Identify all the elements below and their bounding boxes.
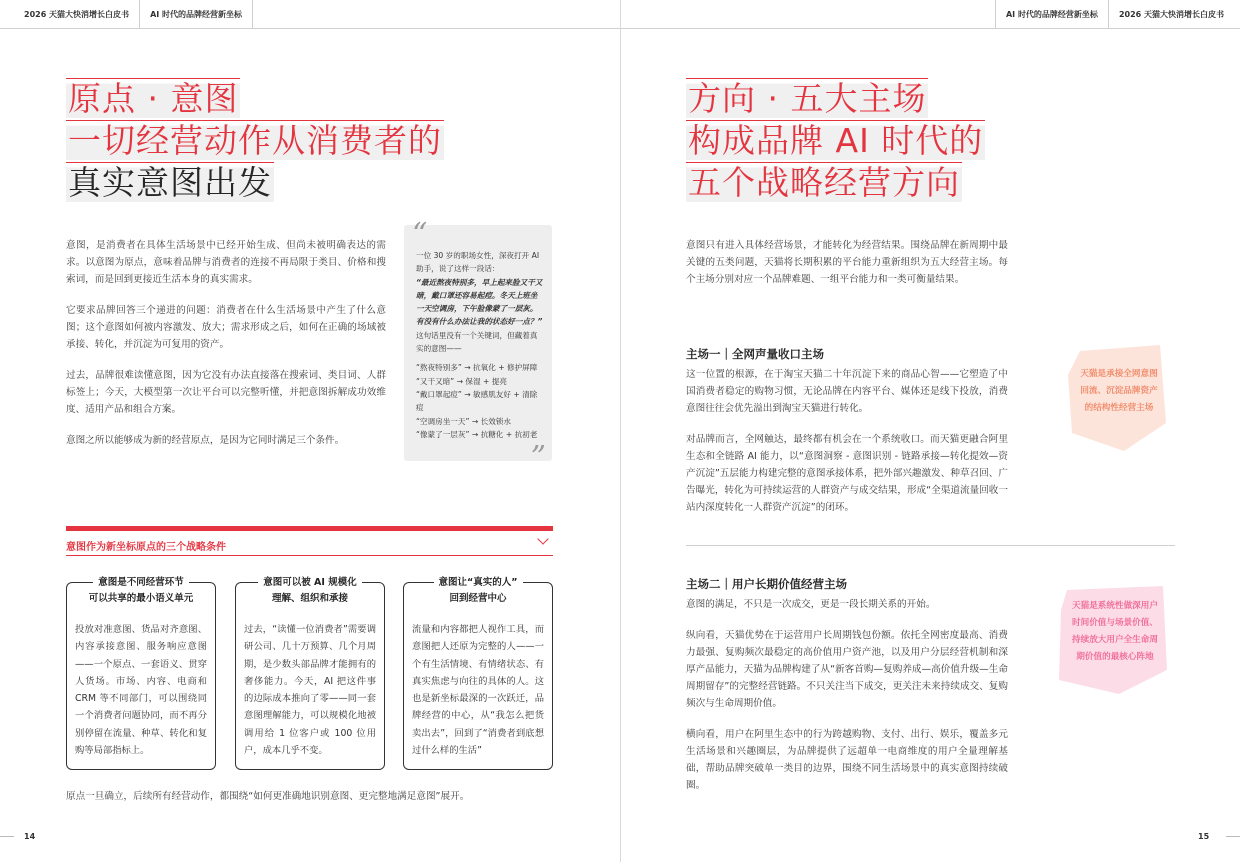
header-rule bbox=[621, 28, 1240, 29]
right-header bbox=[985, 0, 1224, 28]
page-number: 15 bbox=[1198, 832, 1210, 841]
body-paragraph: 过去，品牌很难读懂意图，因为它没有办法直接落在搜索词、类目词、人群标签上；今天，大模型第一次让平台可以完整听懂，并把意图拆解成功效维度、适用产品和组合方案。 bbox=[66, 370, 386, 415]
card-title-line: 意图让“真实的人” bbox=[434, 577, 523, 588]
card-body: 投放对准意图、货品对齐意图、内容承接意图、服务响应意图——一个原点、一套语义、贯穿人货场。市场、内容、电商和 CRM 等不同部门，可以围绕同一个消费者问题协同，而不再分别停留在流量、种草、转化和复购等局部指标上。 bbox=[75, 624, 207, 757]
body-paragraph: 它要求品牌回答三个递进的问题：消费者在什么生活场景中产生了什么意图；这个意图如何被内容激发、放大；需求形成之后，如何在正确的场域被承接、转化，并沉淀为可复用的资产。 bbox=[66, 305, 386, 350]
card-title-line: 回到经营中心 bbox=[444, 593, 511, 604]
quote-item: “空调房坐一天” → 长效锁水 bbox=[416, 416, 511, 426]
title-line-2: 构成品牌 AI 时代的 bbox=[688, 121, 984, 160]
body-paragraph: 意图之所以能够成为新的经营原点，是因为它同时满足三个条件。 bbox=[66, 435, 345, 446]
title-line-1: 方向 · 五大主场 bbox=[688, 79, 927, 118]
quote-item: “戴口罩起痘” → 敏感肌友好 + 清除痘 bbox=[416, 389, 538, 413]
header-section-title: AI 时代的品牌经营新坐标 bbox=[150, 9, 243, 19]
header-book-title: 2026 天猫大快消增长白皮书 bbox=[24, 9, 130, 19]
quote-item: “像蒙了一层灰” → 抗糖化 + 抗初老 bbox=[416, 429, 538, 439]
page-number-rule bbox=[0, 836, 14, 837]
section-divider bbox=[686, 545, 1175, 546]
card-title-line: 意图可以被 AI 规模化 bbox=[258, 577, 362, 588]
header-section-title: AI 时代的品牌经营新坐标 bbox=[1005, 9, 1098, 19]
right-page-title bbox=[686, 78, 985, 204]
badge-text: 天猫是系统性做深用户时间价值与场景价值、持续放大用户全生命周期价值的最核心阵地 bbox=[1072, 601, 1158, 662]
bar-bottom-rule bbox=[66, 555, 553, 556]
quote-italic: “最近熬夜特别多，早上起来脸又干又暗，戴口罩还容易起痘。冬天上班坐一天空调房，下午脸像蒙了一层灰。有没有什么办法让我的状态好一点？” bbox=[416, 277, 543, 327]
header-rule bbox=[0, 28, 620, 29]
quote-item: “熬夜特别多” → 抗氧化 + 修护屏障 bbox=[416, 363, 538, 373]
section-body bbox=[686, 596, 1008, 808]
title-line-2: 一切经营动作从消费者的 bbox=[68, 121, 442, 160]
section-heading: 主场二｜用户长期价值经营主场 bbox=[686, 577, 847, 591]
card-title-line: 意图是不同经营环节 bbox=[93, 577, 189, 588]
left-page-title bbox=[66, 78, 444, 204]
title-line-1: 原点 · 意图 bbox=[68, 79, 239, 118]
header-book-title: 2026 天猫大快消增长白皮书 bbox=[1118, 9, 1224, 19]
body-paragraph: 横向看，用户在阿里生态中的行为跨越购物、支付、出行、娱乐，覆盖多元生活场景和兴趣圈层，为品牌提供了远超单一电商维度的用户全量理解基础，帮助品牌突破单一类目的边界，围绕不同生活场景中的真实意图持续破圈。 bbox=[686, 729, 1008, 791]
quote-text bbox=[416, 249, 544, 441]
body-paragraph: 意图，是消费者在具体生活场景中已经开始生成、但尚未被明确表达的需求。以意图为原点，意味着品牌与消费者的连接不再局限于类目、价格和搜索词，而是回到更接近生活本身的真实需求。 bbox=[66, 240, 386, 285]
page-number-rule bbox=[1226, 836, 1240, 837]
right-intro-text: 意图只有进入具体经营场景，才能转化为经营结果。围绕品牌在新周期中最关键的五类问题，天猫将长期积累的平台能力重新组织为五大经营主场。每个主场分别对应一个品牌难题、一组平台能力和一类可衡量结果。 bbox=[686, 240, 1008, 285]
card-body: 过去，“读懂一位消费者”需要调研公司、几十万预算、几个月周期，是少数头部品牌才能拥有的奢侈能力。今天，AI 把这件事的边际成本推向了零——同一套意图理解能力，可以规模化地被调用给 1 位客户或 100 位用户，成本几乎不变。 bbox=[244, 624, 376, 757]
conditions-bar[interactable] bbox=[66, 526, 553, 553]
condition-card bbox=[66, 577, 216, 770]
open-quote-icon: “ bbox=[412, 217, 428, 252]
card-title-line: 可以共享的最小语义单元 bbox=[84, 593, 199, 604]
right-page bbox=[621, 0, 1240, 862]
section-body bbox=[686, 366, 1008, 530]
body-paragraph: 意图的满足，不只是一次成交，更是一段长期关系的开始。 bbox=[686, 599, 936, 610]
quote-item: “又干又暗” → 保湿 + 提亮 bbox=[416, 376, 507, 386]
left-header bbox=[24, 0, 263, 28]
quote-intro: 一位 30 岁的职场女性，深夜打开 AI 助手，说了这样一段话： bbox=[416, 251, 540, 274]
header-separator bbox=[1108, 0, 1109, 28]
card-title bbox=[412, 575, 544, 607]
condition-card bbox=[235, 577, 385, 770]
card-title bbox=[244, 575, 376, 607]
body-paragraph: 对品牌而言，全网触达，最终都有机会在一个系统收口。而天猫更融合阿里生态和全链路 AI 能力，以“意图洞察 - 意图识别 - 链路承接—转化提效—资产沉淀”五层能力构建完整的意图承接体系，把外部兴趣激发、种草召回、广告曝光，转化为可持续运营的人群资产与成交结果，形成“全渠道流量回收一站内深度转化一人群资产沉淀”的闭环。 bbox=[686, 434, 1008, 513]
quote-middle: 这句话里没有一个关键词，但藏着真实的意图—— bbox=[416, 330, 538, 354]
badge-text: 天猫是承接全网意图回流、沉淀品牌资产的结构性经营主场 bbox=[1080, 369, 1158, 413]
header-separator bbox=[995, 0, 996, 28]
title-line-3: 五个战略经营方向 bbox=[688, 163, 960, 202]
close-quote-icon: ” bbox=[530, 440, 546, 475]
condition-card bbox=[403, 577, 553, 770]
header-separator bbox=[139, 0, 140, 28]
card-body: 流量和内容都把人视作工具，而意图把人还原为完整的人——一个有生活情境、有情绪状态、有真实焦虑与向往的具体的人。这也是新坐标最深的一次跃迁，品牌经营的中心，从“我怎么把货卖出去”，回到了“消费者到底想过什么样的生活” bbox=[412, 624, 544, 757]
bar-top-rule bbox=[66, 526, 553, 531]
section-heading: 主场一｜全网声量收口主场 bbox=[686, 347, 824, 361]
left-body-text bbox=[66, 237, 386, 463]
card-title-line: 理解、组织和承接 bbox=[267, 593, 353, 604]
body-paragraph: 这一位置的根源，在于淘宝天猫二十年沉淀下来的商品心智——它塑造了中国消费者稳定的购物习惯，无论品牌在内容平台、媒体还是线下投放，消费意图往往会优先溢出到淘宝天猫进行转化。 bbox=[686, 369, 1008, 414]
quote-box bbox=[404, 217, 552, 475]
title-line-3: 真实意图出发 bbox=[68, 163, 272, 202]
header-separator bbox=[252, 0, 253, 28]
conditions-bar-title: 意图作为新坐标原点的三个战略条件 bbox=[66, 542, 226, 553]
body-paragraph: 纵向看，天猫优势在于运营用户长周期钱包份额。依托全网密度最高、消费力最强、复购频次最稳定的高价值用户资产池，以及用户分层经营机制和深厚产品能力，天猫为品牌构建了从“新客首购—复购养成—高价值升级—生命周期留存”的完整经营链路。不只关注当下成交，更关注未来持续成交、复购频次与生命周期价值。 bbox=[686, 630, 1008, 709]
left-footer-text: 原点一旦确立，后续所有经营动作，都围绕“如何更准确地识别意图、更完整地满足意图”展开。 bbox=[66, 791, 470, 802]
card-title bbox=[75, 575, 207, 607]
page-number: 14 bbox=[24, 832, 36, 841]
